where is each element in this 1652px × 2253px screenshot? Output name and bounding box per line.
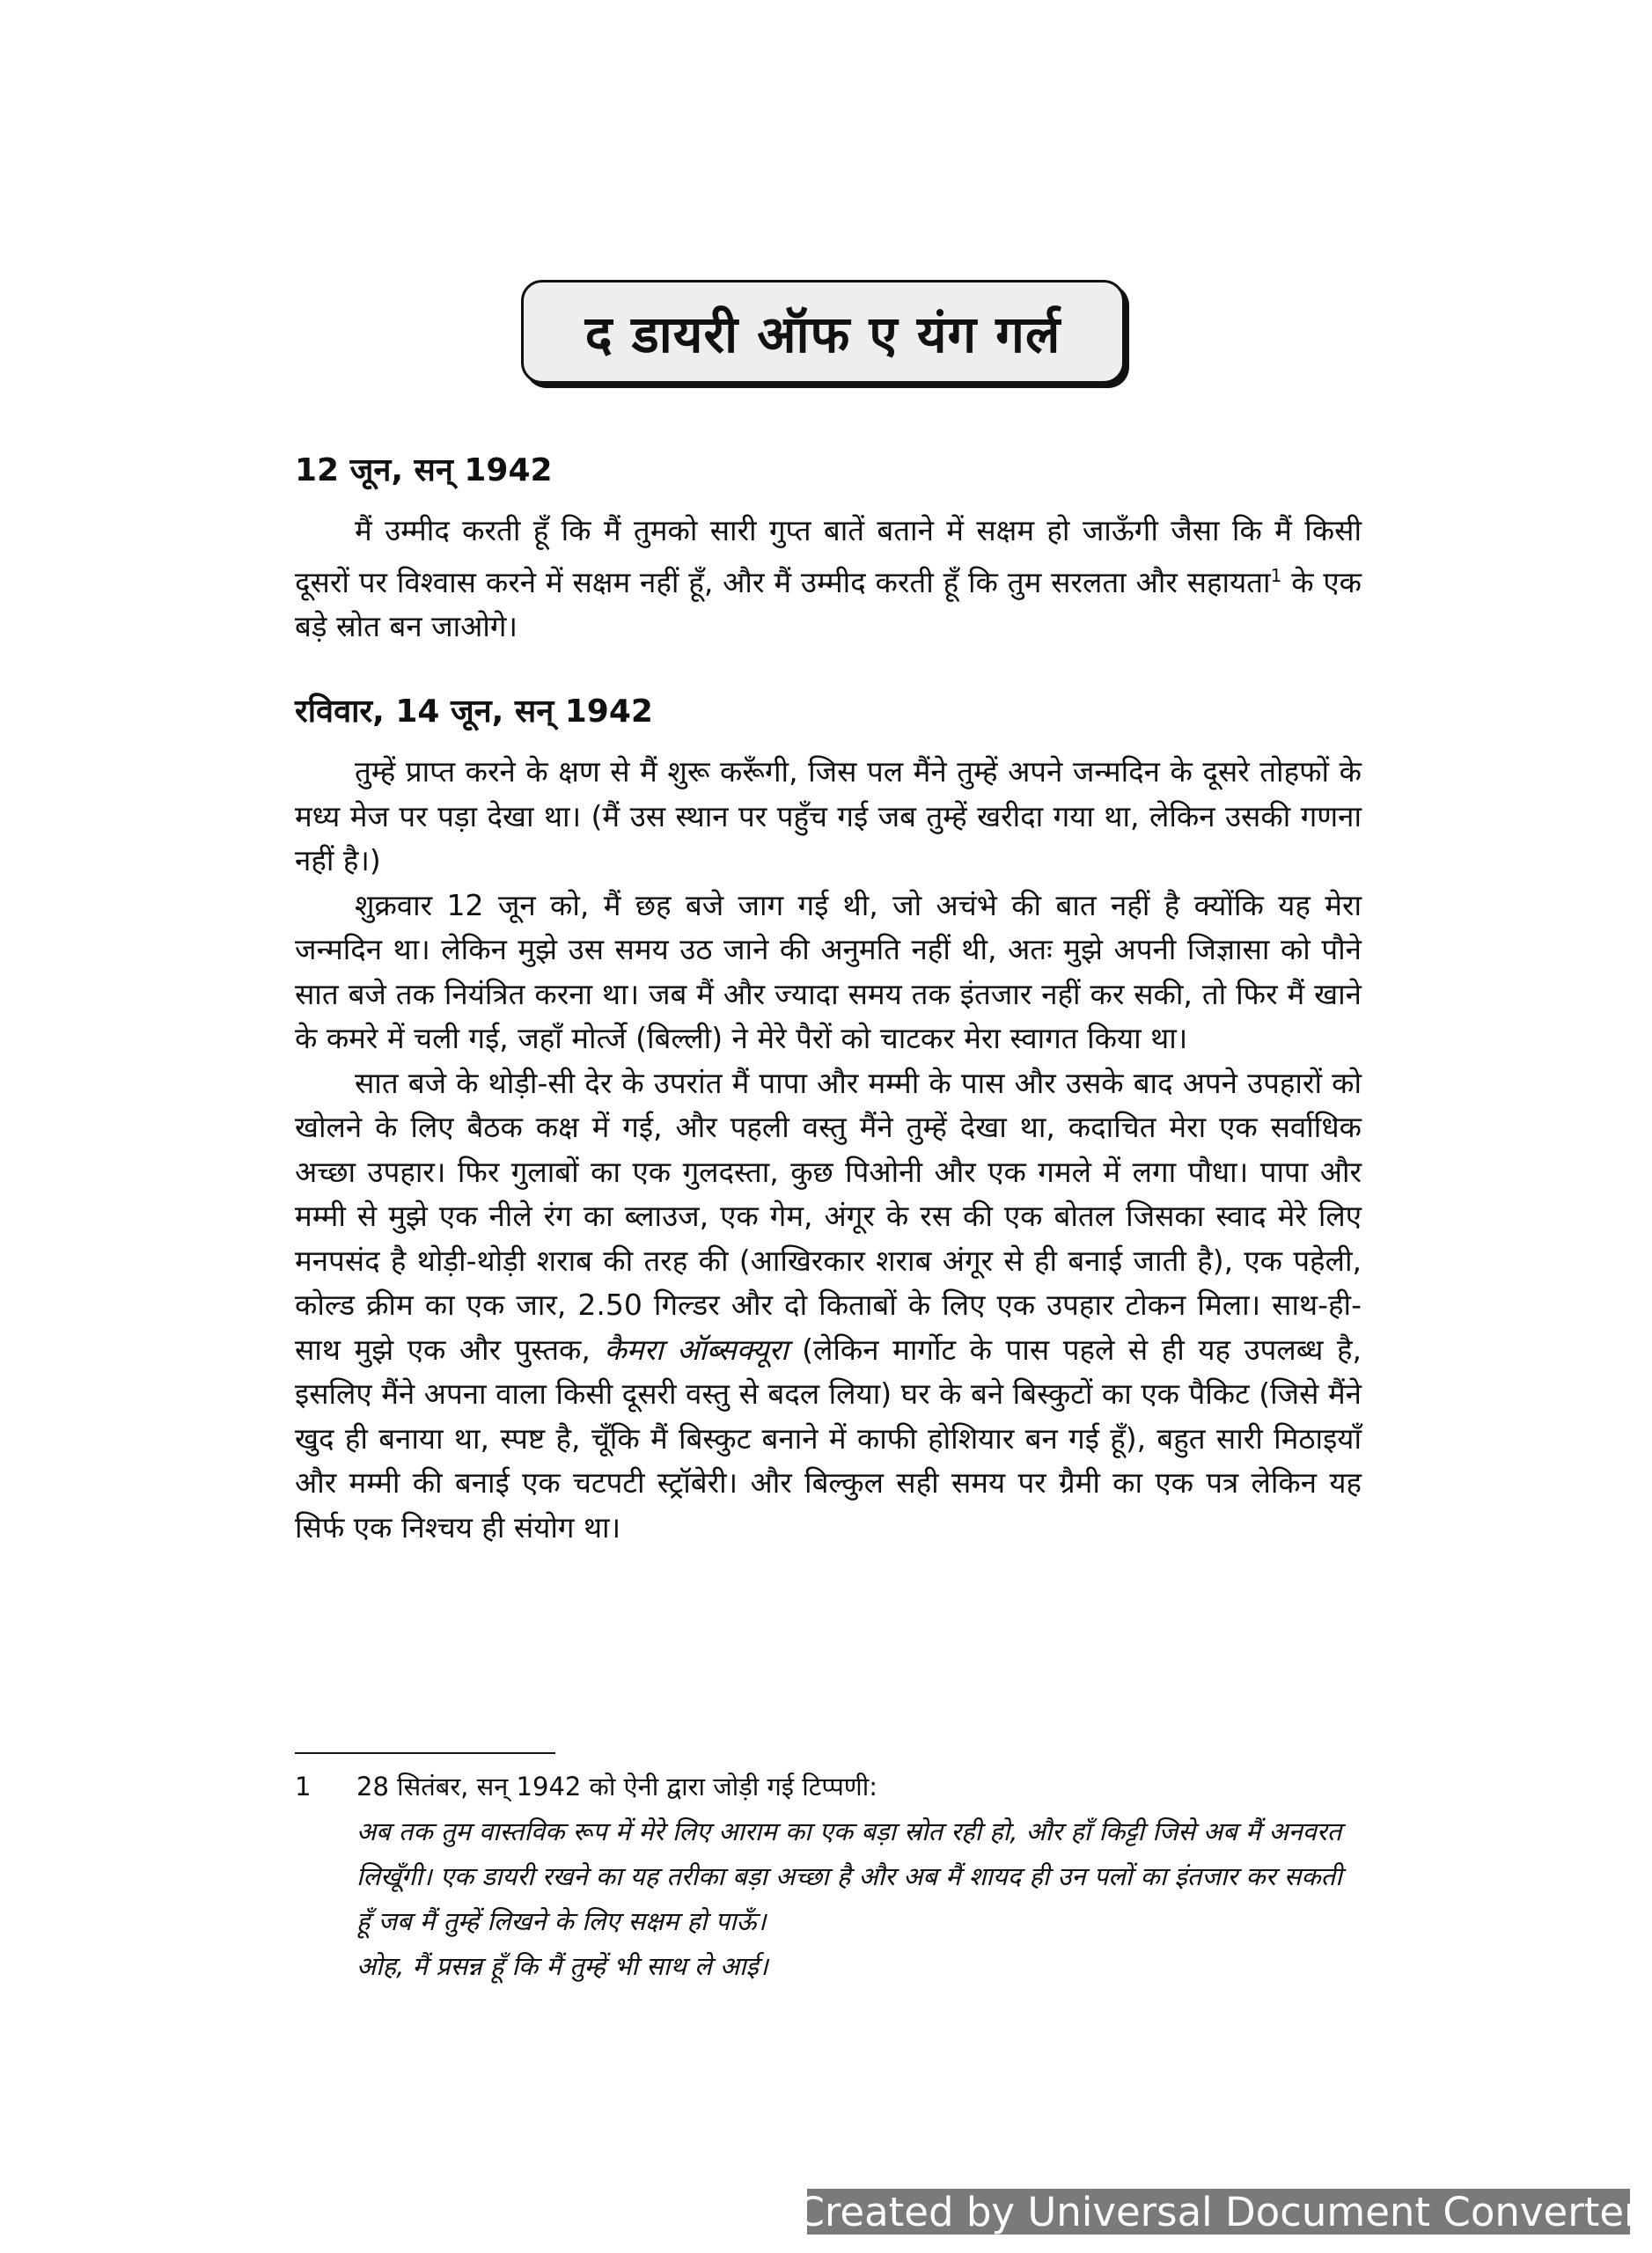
paragraph-text: मैं उम्मीद करती हूँ कि मैं तुमको सारी गुप्त बातें बताने में सक्षम हो जाऊँगी जैसा कि मैं किसी दूसरों पर विश्वास करने में सक्षम नहीं हूँ, और मैं उम्मीद करती हूँ कि तुम सरलता और सहायता <box>295 513 1362 599</box>
paragraph <box>295 1061 1362 1551</box>
footnote-divider <box>295 1752 555 1754</box>
paragraph <box>295 509 1362 649</box>
watermark: Created by Universal Document Converter <box>797 2188 1641 2235</box>
footnote-text: अब तक तुम वास्तविक रूप में मेरे लिए आराम का एक बड़ा स्रोत रही हो, और हाँ किट्टी जिसे अब मैं अनवरत लिखूँगी। एक डायरी रखने का यह तरीका बड़ा अच्छा है और अब मैं शायद ही उन पलों का इंतजार कर सकती हूँ जब मैं तुम्हें लिखने के लिए सक्षम हो पाऊँ। <box>356 1816 1342 1936</box>
page-title: द डायरी ऑफ ए यंग गर्ल <box>584 304 1061 364</box>
paragraph: शुक्रवार 12 जून को, मैं छह बजे जाग गई थी, जो अचंभे की बात नहीं है क्योंकि यह मेरा जन्मदिन था। लेकिन मुझे उस समय उठ जाने की अनुमति नहीं थी, अतः मुझे अपनी जिज्ञासा को पौने सात बजे तक नियंत्रित करना था। जब मैं और ज्यादा समय तक इंतजार नहीं कर सकी, तो फिर मैं खाने के कमरे में चली गई, जहाँ मोर्त्जे (बिल्ली) ने मेरे पैरों को चाटकर मेरा स्वागत किया था। <box>295 887 1362 1055</box>
footnote <box>295 1765 1362 1989</box>
paragraph-text: (लेकिन मार्गोट के पास पहले से ही यह उपलब्ध है, इसलिए मैंने अपना वाला किसी दूसरी वस्तु से बदल लिया) घर के बने बिस्कुटों का एक पैकिट (जिसे मैंने खुद ही बनाया था, स्पष्ट है, चूँकि मैं बिस्कुट बनाने में काफी होशियार बन गई हूँ), बहुत सारी मिठाइयाँ और मम्मी की बनाई एक चटपटी स्ट्रॉबेरी। और बिल्कुल सही समय पर ग्रैमी का एक पत्र लेकिन यह सिर्फ एक निश्चय ही संयोग था। <box>295 1332 1362 1545</box>
paragraph: तुम्हें प्राप्त करने के क्षण से मैं शुरू करूँगी, जिस पल मैंने तुम्हें अपने जन्मदिन के दूसरे तोहफों के मध्य मेज पर पड़ा देखा था। (मैं उस स्थान पर पहुँच गई जब तुम्हें खरीदा गया था, लेकिन उसकी गणना नहीं है।) <box>295 754 1362 877</box>
footnote-marker: 1 <box>1270 564 1282 586</box>
title-box <box>521 280 1125 384</box>
entry-date-heading: 12 जून, सन् 1942 <box>295 452 553 488</box>
entry-body <box>295 750 1362 1550</box>
footnote-intro-row <box>295 1765 1362 1809</box>
book-title: कैमरा ऑब्सक्यूरा <box>604 1332 789 1367</box>
entry-date-heading: रविवार, 14 जून, सन् 1942 <box>295 694 653 730</box>
paragraph-text: सात बजे के थोड़ी-सी देर के उपरांत मैं पापा और मम्मी के पास और उसके बाद अपने उपहारों को खोलने के लिए बैठक कक्ष में गई, और पहली वस्तु मैंने तुम्हें देखा था, कदाचित मेरा एक सर्वाधिक अच्छा उपहार। फिर गुलाबों का एक गुलदस्ता, कुछ पिओनी और एक गमले में लगा पौधा। पापा और मम्मी से मुझे एक नीले रंग का ब्लाउज, एक गेम, अंगूर के रस की एक बोतल जिसका स्वाद मेरे लिए मनपसंद है थोड़ी-थोड़ी शराब की तरह की (आखिरकार शराब अंगूर से ही बनाई जाती है), एक पहेली, कोल्ड क्रीम का एक जार, 2.50 गिल्डर और दो किताबों के लिए एक उपहार टोकन मिला। साथ-ही-साथ मुझे एक और पुस्तक, <box>295 1065 1362 1367</box>
footnote-text-last: ओह, मैं प्रसन्न हूँ कि मैं तुम्हें भी साथ ले आई। <box>356 1951 768 1981</box>
footnote-number: 1 <box>295 1772 312 1802</box>
paragraph-text: के एक बड़े स्रोत बन जाओगे। <box>295 564 1362 643</box>
footnote-intro: 28 सितंबर, सन् 1942 को ऐनी द्वारा जोड़ी गई टिप्पणी: <box>356 1772 878 1802</box>
entry-body <box>295 509 1362 649</box>
